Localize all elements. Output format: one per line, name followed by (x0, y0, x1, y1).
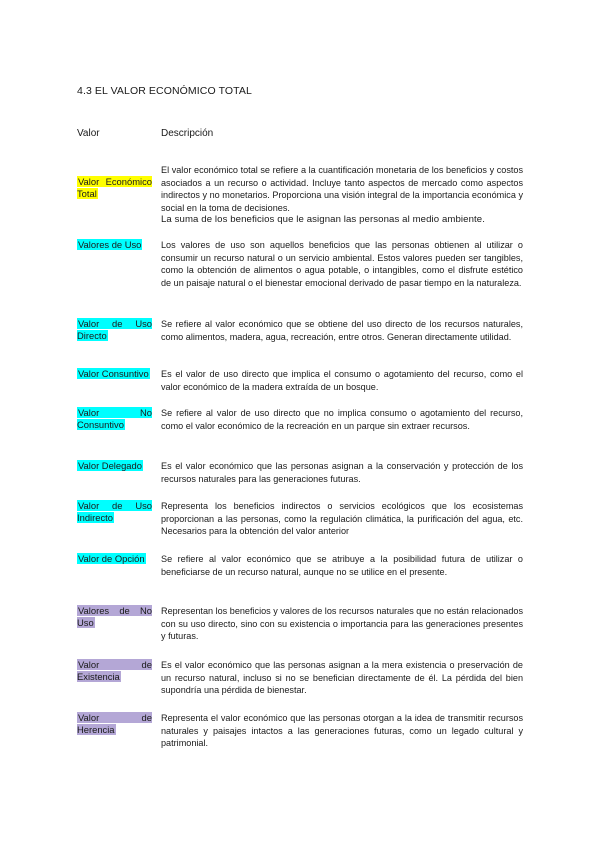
column-header-descripcion: Descripción (161, 128, 214, 139)
value-term (77, 318, 152, 342)
description-text: El valor económico total se refiere a la cuantificación monetaria de los beneficios y costos asociados a un recurso o actividad. Incluye tanto aspectos de mercado como aspectos indirectos y no monetarios. Proporciona una visión integral de la importancia económica y social en la toma de decisiones. (161, 165, 523, 213)
term-label: Valores de Uso (78, 239, 142, 250)
value-term (77, 659, 152, 683)
section-heading: 4.3 EL VALOR ECONÓMICO TOTAL (77, 85, 252, 97)
value-term (77, 605, 152, 629)
term-label: Valor de Opción (78, 553, 145, 564)
value-description (161, 164, 523, 227)
term-label: Valor Consuntivo (78, 368, 149, 379)
value-description: Se refiere al valor económico que se obtiene del uso directo de los recursos naturales, como alimentos, madera, agua, recreación, entre otros. Generan directamente utilidad. (161, 319, 523, 342)
value-description: Es el valor de uso directo que implica el consumo o agotamiento del recurso, como el valor económico de la madera extraída de un bosque. (161, 369, 523, 392)
value-term (77, 239, 152, 251)
value-description: Se refiere al valor económico que se atribuye a la posibilidad futura de utilizar o beneficiarse de un recurso natural, aunque no se utilice en el presente. (161, 554, 523, 577)
column-header-valor: Valor (77, 128, 100, 139)
term-label: Valor de Herencia (77, 712, 152, 735)
term-label: Valor No Consuntivo (77, 407, 152, 430)
value-term (77, 407, 152, 431)
term-label: Valores de No Uso (77, 605, 152, 628)
term-label: Valor Económico Total (77, 176, 152, 199)
value-term (77, 500, 152, 524)
value-description: Es el valor económico que las personas asignan a la conservación y protección de los recursos naturales para las generaciones futuras. (161, 461, 523, 484)
value-description: Representa los beneficios indirectos o servicios ecológicos que los ecosistemas proporcionan a las personas, como la regulación climática, la purificación del agua, etc. Necesarios para la obtención del valor anterior (161, 501, 523, 537)
value-description: Los valores de uso son aquellos beneficios que las personas obtienen al utilizar o consumir un recurso natural o un servicio ambiental. Estos valores pueden ser tangibles, como la obtención de alimentos o agua potable, o intangibles, como el disfrute estético de un paisaje natural o el bienestar emocional derivado de pasar tiempo en la naturaleza. (161, 240, 523, 288)
value-description: Representa el valor económico que las personas otorgan a la idea de transmitir recursos naturales y paisajes intactos a las generaciones futuras, como un legado cultural y patrimonial. (161, 713, 523, 749)
term-label: Valor de Uso Directo (77, 318, 152, 341)
term-label: Valor de Uso Indirecto (77, 500, 152, 523)
term-label: Valor Delegado (78, 460, 142, 471)
value-description: Se refiere al valor de uso directo que no implica consumo o agotamiento del recurso, como el valor económico de la recreación en un parque sin extraer recursos. (161, 408, 523, 431)
value-term (77, 712, 152, 736)
value-description: Es el valor económico que las personas asignan a la mera existencia o preservación de un recurso natural, incluso si no se benefician directamente de él. La pérdida del bien supondría una pérdida de bienestar. (161, 660, 523, 696)
value-term (77, 460, 152, 472)
value-term (77, 553, 152, 565)
value-term (77, 368, 152, 380)
value-term (77, 176, 152, 200)
description-extra: La suma de los beneficios que le asignan las personas al medio ambiente. (161, 214, 485, 226)
value-description: Representan los beneficios y valores de los recursos naturales que no están relacionados con su uso directo, sino con su existencia o importancia para las generaciones presentes y futuras. (161, 606, 523, 642)
term-label: Valor de Existencia (77, 659, 152, 682)
